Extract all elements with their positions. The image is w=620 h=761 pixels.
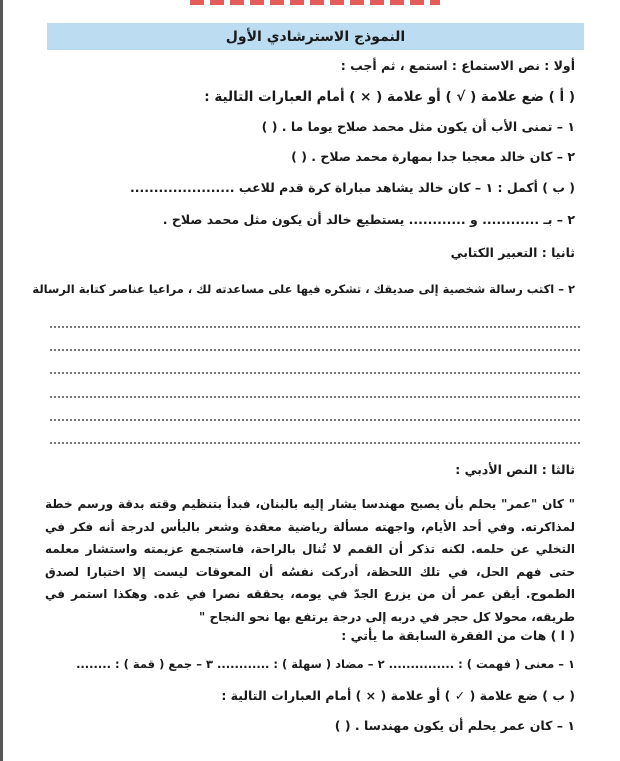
answer-line [50, 372, 580, 374]
section1-part-b: ( ب ) أكمل : ١ – كان خالد يشاهد مباراة كرة قدم للاعب ...................... [130, 180, 575, 195]
page-edge [0, 0, 3, 761]
answer-line [50, 396, 580, 398]
section2-heading: ثانيا : التعبير الكتابي [450, 245, 575, 260]
section3-a-items: ١ – معنى ( فهمت ) : ............... ٢ – مضاد ( سهلة ) : ............ ٣ – جمع ( قمة ) : ........ [76, 657, 575, 671]
section3-heading: ثالثا : النص الأدبي : [455, 462, 575, 477]
section1-a-item-2: ٢ – كان خالد معجبا جدا بمهارة محمد صلاح . ( ) [291, 149, 575, 164]
title-band [47, 23, 584, 50]
section1-heading: أولا : نص الاستماع : استمع ، ثم أجب : [340, 58, 575, 73]
cut-off-header-text [190, 0, 440, 5]
section2-prompt: ٢ – اكتب رسالة شخصية إلى صديقك ، تشكره فيها على مساعدته لك ، مراعيا عناصر كتابة الرسالة [32, 282, 575, 296]
answer-line [50, 349, 580, 351]
answer-line [50, 419, 580, 421]
section1-a-item-1: ١ – تمنى الأب أن يكون مثل محمد صلاح يوما ما . ( ) [261, 119, 575, 134]
section3-part-a: ( ا ) هات من الفقرة السابقة ما يأتي : [341, 628, 575, 643]
literary-passage: " كان "عمر" يحلم بأن يصبح مهندسا يشار إليه بالبنان، فبدأ بتنظيم وقته بدقة ورسم خطة لمذاكرته. وفي أحد الأيام، واجهته مسألة رياضية معقدة وشعر باليأس لدرجة أنه فكر في التخلي عن حلمه. لكنه تذكر أن القمم لا تُنال بالراحة، فاستجمع عزيمته واستشار معلمه حتى فهم الحل، في تلك اللحظة، أدركت نفسُه أن المعوقات ليست إلا اختبارا لصدق الطموح. أيقن عمر أن من يزرع الجدّ في يومه، يحققه نصرا في غده. وهكذا استمر في طريقه، محولا كل حجر في دربه إلى درجة يرتفع بها نحو النجاح " [45, 497, 575, 624]
section3-b-item-1: ١ – كان عمر يحلم أن يكون مهندسا . ( ) [334, 718, 575, 733]
answer-line [50, 442, 580, 444]
section1-b-item-2: ٢ – بـ ............ و ............ يستطيع خالد أن يكون مثل محمد صلاح . [162, 212, 575, 227]
section1-part-a: ( أ ) ضع علامة ( √ ) أو علامة ( × ) أمام العبارات التالية : [204, 89, 575, 105]
section3-part-b: ( ب ) ضع علامة ( ✓ ) أو علامة ( × ) أمام العبارات التالية : [221, 688, 575, 703]
page-title: النموذج الاسترشادي الأول [225, 28, 406, 45]
answer-line [50, 326, 580, 328]
